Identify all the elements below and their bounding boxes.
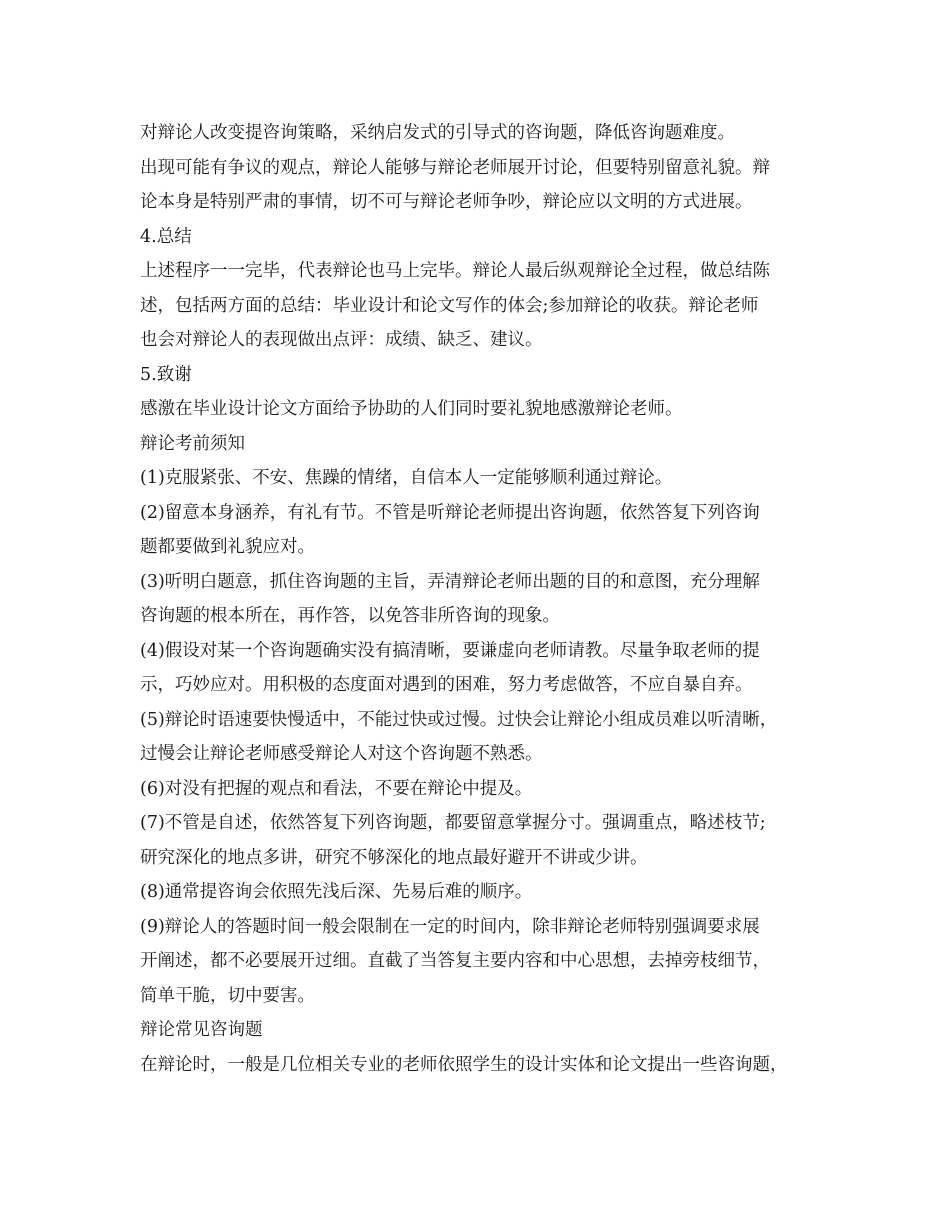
section-heading: 4.总结 xyxy=(140,226,192,247)
text-line: 感激在毕业设计论文方面给予协助的人们同时要礼貌地感激辩论老师。 xyxy=(140,399,683,419)
text-line: 开阐述，都不必要展开过细。直截了当答复主要内容和中心思想，去掉旁枝细节， xyxy=(140,951,770,971)
text-line: 也会对辩论人的表现做出点评：成绩、缺乏、建议。 xyxy=(140,330,543,350)
text-line: 论本身是特别严肃的事情，切不可与辩论老师争吵，辩论应以文明的方式进展。 xyxy=(140,192,753,212)
list-item: (1)克服紧张、不安、焦躁的情绪，自信本人一定能够顺利通过辩论。 xyxy=(140,468,673,488)
list-item: (9)辩论人的答题时间一般会限制在一定的时间内，除非辩论老师特别强调要求展 xyxy=(140,916,760,937)
section-heading: 辩论常见咨询题 xyxy=(140,1020,263,1040)
text-line: 在辩论时，一般是几位相关专业的老师依照学生的设计实体和论文提出一些咨询题， xyxy=(140,1054,788,1075)
list-item: (2)留意本身涵养，有礼有节。不管是听辩论老师提出咨询题，依然答复下列咨询 xyxy=(140,502,760,523)
list-item: (4)假设对某一个咨询题确实没有搞清晰，要谦虚向老师请教。尽量争取老师的提 xyxy=(140,640,760,661)
section-heading: 5.致谢 xyxy=(140,364,192,385)
text-line: 出现可能有争议的观点，辩论人能够与辩论老师展开讨论，但要特别留意礼貌。辩 xyxy=(140,157,770,178)
list-item: (5)辩论时语速要快慢适中，不能过快或过慢。过快会让辩论小组成员难以听清晰， xyxy=(140,709,778,730)
text-line: 研究深化的地点多讲，研究不够深化的地点最好避开不讲或少讲。 xyxy=(140,847,648,868)
document-body xyxy=(140,116,830,1082)
text-line: 过慢会让辩论老师感受辩论人对这个咨询题不熟悉。 xyxy=(140,744,543,764)
list-item: (7)不管是自述，依然答复下列咨询题，都要留意掌握分寸。强调重点，略述枝节; xyxy=(140,813,766,833)
list-item: (3)听明白题意，抓住咨询题的主旨，弄清辩论老师出题的目的和意图，充分理解 xyxy=(140,571,760,592)
text-line: 上述程序一一完毕，代表辩论也马上完毕。辩论人最后纵观辩论全过程，做总结陈 xyxy=(140,261,770,281)
text-line: 对辩论人改变提咨询策略，采纳启发式的引导式的咨询题，降低咨询题难度。 xyxy=(140,123,735,143)
text-line: 咨询题的根本所在，再作答，以免答非所咨询的现象。 xyxy=(140,606,560,626)
list-item: (8)通常提咨询会依照先浅后深、先易后难的顺序。 xyxy=(140,882,533,902)
section-heading: 辩论考前须知 xyxy=(140,433,245,454)
list-item: (6)对没有把握的观点和看法，不要在辩论中提及。 xyxy=(140,778,533,799)
text-line: 简单干脆，切中要害。 xyxy=(140,985,315,1006)
text-line: 述，包括两方面的总结：毕业设计和论文写作的体会;参加辩论的收获。辩论老师 xyxy=(140,295,759,316)
text-line: 题都要做到礼貌应对。 xyxy=(140,537,315,557)
text-line: 示，巧妙应对。用积极的态度面对遇到的困难，努力考虑做答，不应自暴自弃。 xyxy=(140,675,753,695)
